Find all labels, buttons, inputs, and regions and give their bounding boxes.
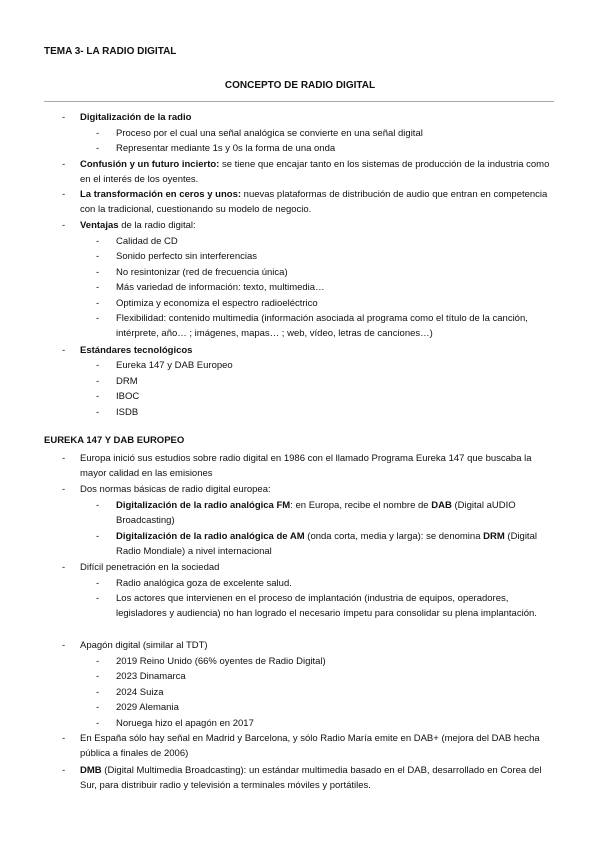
- document-title: TEMA 3- LA RADIO DIGITAL: [44, 46, 177, 57]
- section-heading: CONCEPTO DE RADIO DIGITAL: [224, 80, 376, 91]
- document-page: TEMA 3- LA RADIO DIGITAL CONCEPTO DE RADIO DIGITAL - Digitalización de la radio - Proceso por el cual una señal analógica se convierte en una señal digital - Representar mediante 1s y 0s la forma de una onda - Confusión y un futuro incierto: se tiene que encajar tanto en los sistemas de producción de la industria como en el interés de los oyentes. - La transformación en ceros y unos: nuevas plataformas de distribución de audio que entran en competencia con la tradicional, cuestionando su modelo de negocio. - Ventajas de la radio digital: - Calidad de CD - Sonido perfecto sin interferencias - No resintonizar (red de frecuencia única) - Más variedad de información: texto, multimedia… - Optimiza y economiza el espectro radioeléctrico - Flexibilidad: contenido multimedia (información asociada al programa como el título de la canción, intérprete, año… ; imágenes, mapas… ; web, vídeo, letras de canciones…) - Estándares tecnológicos - Eureka 147 y DAB Europeo - DRM - IBOC - ISDB EUREKA 147 Y DAB EUROPEO - Europa inició sus estudios sobre radio digital en 1986 con el llamado Programa Eureka 147 que buscaba la mayor calidad en las emisiones - Dos normas básicas de radio digital europea: - Digitalización de la radio analógica FM: en Europa, recibe el nombre de DAB (Digital aUDIO Broadcasting) - Digitalización de la radio analógica de AM (onda corta, media y larga): se denomina DRM (Digital Radio Mondiale) a nivel internacional - Difícil penetración en la sociedad - Radio analógica goza de excelente salud. - Los actores que intervienen en el proceso de implantación (industria de equipos, operadores, legisladores y audiencia) no han logrado el necesario ímpetu para consolidar su plena implantación. - Apagón digital (similar al TDT) - 2019 Reino Unido (66% oyentes de Radio Digital) - 2023 Dinamarca - 2024 Suiza - 2029 Alemania - Noruega hizo el apagón en 2017 - En España sólo hay señal en Madrid y Barcelona, y sólo Radio María emite en DAB+ (mejora del DAB hecha pública a finales de 2006) - DMB (Digital Multimedia Broadcasting): un estándar multimedia basado en el DAB, desarrollado en Corea del Sur, para distribuir radio y televisión a terminales móviles y portátiles.: [0, 0, 600, 848]
- section-heading: EUREKA 147 Y DAB EUROPEO: [44, 435, 185, 446]
- divider: [44, 101, 554, 102]
